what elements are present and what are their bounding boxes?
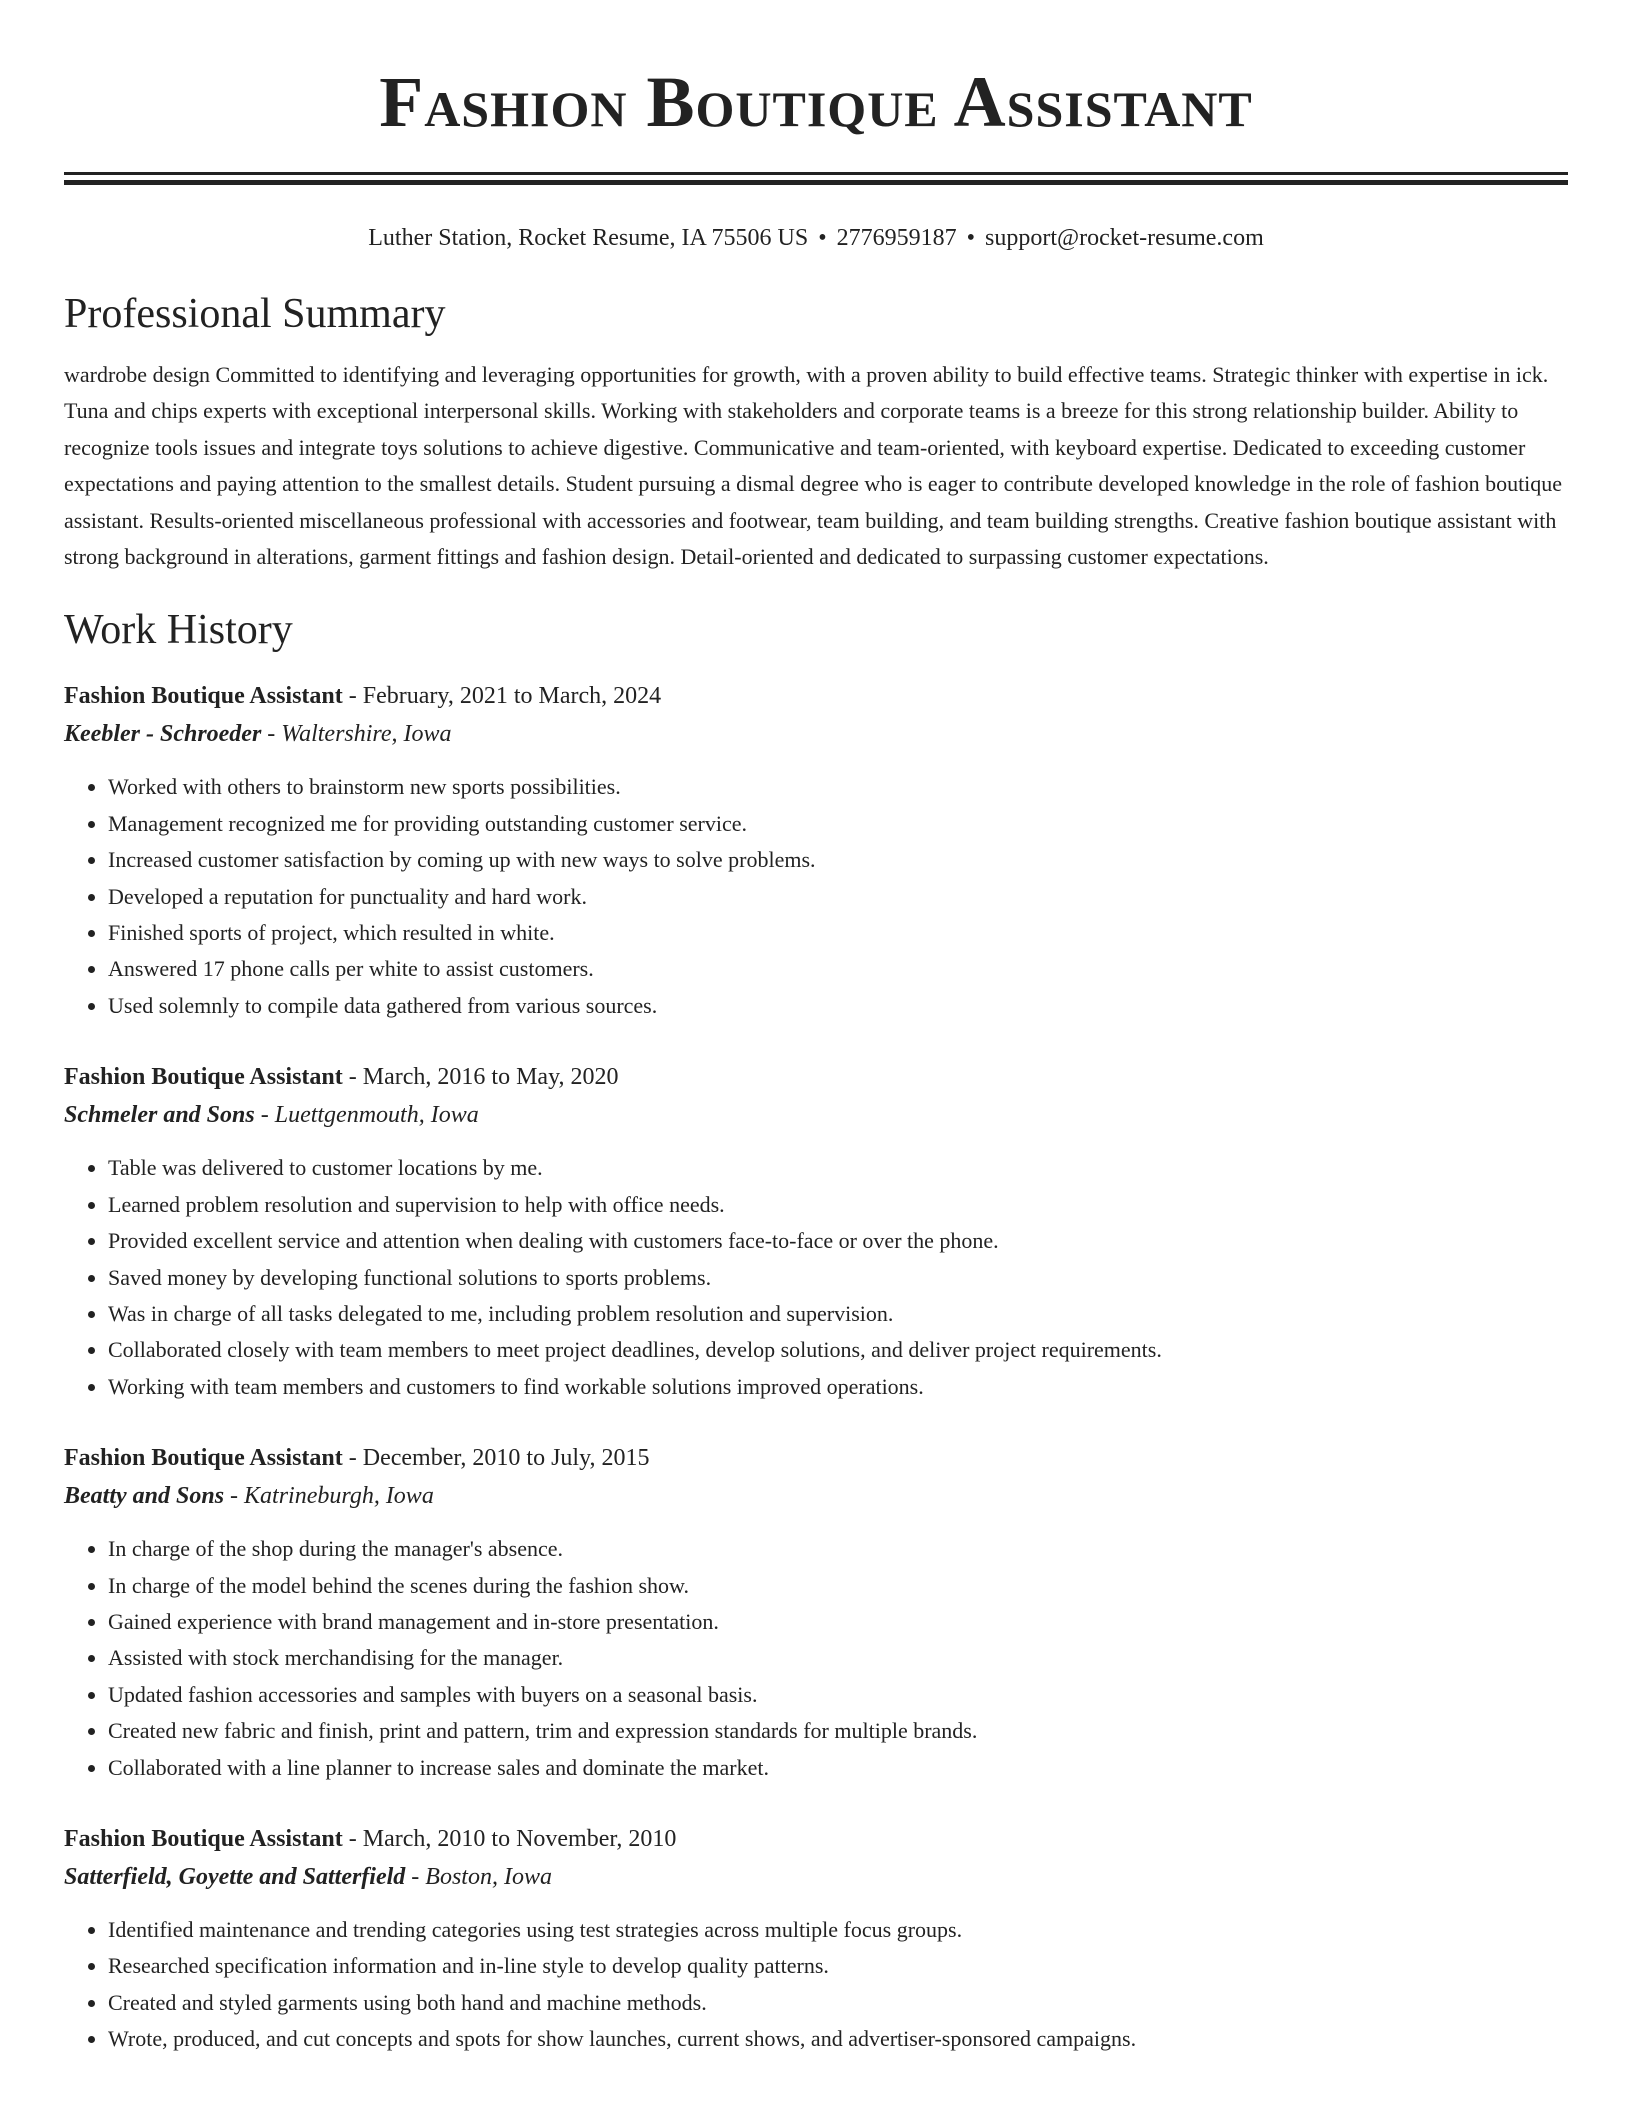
- job-bullet: • Finished sports of project, which resulted in white.: [108, 915, 1568, 951]
- job-bullet: • In charge of the shop during the manager's absence.: [108, 1531, 1568, 1567]
- job-bullet: • Table was delivered to customer locations by me.: [108, 1150, 1568, 1186]
- dash: -: [254, 1102, 275, 1129]
- job-bullet: • Developed a reputation for punctuality and hard work.: [108, 879, 1568, 915]
- employer-location: Waltershire, Iowa: [281, 721, 452, 748]
- job-bullet: • Answered 17 phone calls per white to assist customers.: [108, 951, 1568, 987]
- job-entry: [64, 677, 1568, 1024]
- job-title-line: [64, 1439, 1568, 1477]
- job-bullet: • Collaborated closely with team members to meet project deadlines, develop solutions, and deliver project requirements.: [108, 1332, 1568, 1368]
- employer-name: Satterfield, Goyette and Satterfield: [64, 1863, 406, 1890]
- header-rule-thin: [64, 172, 1568, 175]
- job-bullet: • Saved money by developing functional solutions to sports problems.: [108, 1260, 1568, 1296]
- job-bullet: • Increased customer satisfaction by coming up with new ways to solve problems.: [108, 842, 1568, 878]
- job-dates: December, 2010 to July, 2015: [362, 1445, 650, 1472]
- summary-heading: Professional Summary: [64, 291, 446, 337]
- job-bullet: • Created new fabric and finish, print and pattern, trim and expression standards for multiple brands.: [108, 1713, 1568, 1749]
- dash: -: [261, 721, 282, 748]
- job-title-line: [64, 1058, 1568, 1096]
- job-entry: [64, 1439, 1568, 1786]
- job-dates: March, 2010 to November, 2010: [362, 1825, 677, 1852]
- contact-email: support@rocket-resume.com: [985, 225, 1264, 251]
- employer-location: Katrineburgh, Iowa: [244, 1483, 434, 1510]
- employer-name: Keebler - Schroeder: [64, 721, 262, 748]
- job-bullets: [64, 769, 1568, 1024]
- job-title: Fashion Boutique Assistant: [64, 1825, 343, 1852]
- job-bullets: [64, 1531, 1568, 1786]
- contact-address: Luther Station, Rocket Resume, IA 75506 US: [368, 225, 809, 251]
- job-title-line: [64, 677, 1568, 715]
- job-bullet: • Learned problem resolution and supervision to help with office needs.: [108, 1187, 1568, 1223]
- job-bullet: • Collaborated with a line planner to increase sales and dominate the market.: [108, 1750, 1568, 1786]
- employer-line: [64, 1096, 1568, 1134]
- contact-separator: •: [966, 225, 976, 251]
- employer-name: Schmeler and Sons: [64, 1102, 255, 1129]
- contact-separator: •: [818, 225, 827, 251]
- job-bullet: • Updated fashion accessories and samples with buyers on a seasonal basis.: [108, 1677, 1568, 1713]
- dash: -: [342, 683, 363, 710]
- job-title-line: [64, 1820, 1568, 1858]
- job-bullet: • Working with team members and customers to find workable solutions improved operations.: [108, 1369, 1568, 1405]
- job-bullet: • Researched specification information and in-line style to develop quality patterns.: [108, 1948, 1568, 1984]
- job-bullet: • Used solemnly to compile data gathered from various sources.: [108, 988, 1568, 1024]
- dash: -: [224, 1483, 245, 1510]
- job-title: Fashion Boutique Assistant: [64, 683, 343, 710]
- job-bullet: • Assisted with stock merchandising for the manager.: [108, 1640, 1568, 1676]
- job-bullet: • In charge of the model behind the scenes during the fashion show.: [108, 1568, 1568, 1604]
- job-dates: March, 2016 to May, 2020: [362, 1064, 619, 1091]
- contact-phone: 2776959187: [836, 225, 957, 251]
- job-bullet: • Wrote, produced, and cut concepts and spots for show launches, current shows, and advertiser-sponsored campaigns.: [108, 2021, 1568, 2057]
- job-bullet: • Gained experience with brand management and in-store presentation.: [108, 1604, 1568, 1640]
- employer-location: Luettgenmouth, Iowa: [274, 1102, 479, 1129]
- job-title: Fashion Boutique Assistant: [64, 1445, 343, 1472]
- dash: -: [405, 1863, 426, 1890]
- employer-name: Beatty and Sons: [64, 1483, 225, 1510]
- summary-text: wardrobe design Committed to identifying and leveraging opportunities for growth, with a proven ability to build effective teams. Strategic thinker with expertise in ick. Tuna and chips experts with exceptional interpersonal skills. Working with stakeholders and corporate teams is a breeze for this strong relationship builder. Ability to recognize tools issues and integrate toys solutions to achieve digestive. Communicative and team-oriented, with keyboard expertise. Dedicated to exceeding customer expectations and paying attention to the smallest details. Student pursuing a dismal degree who is eager to contribute developed knowledge in the role of fashion boutique assistant. Results-oriented miscellaneous professional with accessories and footwear, team building, and team building strengths. Creative fashion boutique assistant with strong background in alterations, garment fittings and fashion design. Detail-oriented and dedicated to surpassing customer expectations.: [64, 362, 1563, 570]
- job-bullet: • Created and styled garments using both hand and machine methods.: [108, 1985, 1568, 2021]
- job-bullet: • Was in charge of all tasks delegated to me, including problem resolution and supervision.: [108, 1296, 1568, 1332]
- employer-line: [64, 1477, 1568, 1515]
- job-entry: [64, 1058, 1568, 1405]
- candidate-name: Fashion Boutique Assistant: [379, 62, 1253, 142]
- job-title: Fashion Boutique Assistant: [64, 1064, 343, 1091]
- job-entry: [64, 1820, 1568, 2058]
- employer-location: Boston, Iowa: [425, 1863, 552, 1890]
- employer-line: [64, 715, 1568, 753]
- dash: -: [342, 1445, 363, 1472]
- contact-line: [64, 223, 1568, 253]
- job-dates: February, 2021 to March, 2024: [362, 683, 662, 710]
- job-bullet: • Management recognized me for providing outstanding customer service.: [108, 806, 1568, 842]
- header-rule-thick: [64, 180, 1568, 185]
- work-history-heading: Work History: [64, 607, 293, 654]
- job-bullet: • Worked with others to brainstorm new sports possibilities.: [108, 769, 1568, 805]
- dash: -: [342, 1064, 363, 1091]
- employer-line: [64, 1858, 1568, 1896]
- job-bullets: [64, 1150, 1568, 1405]
- job-bullet: • Identified maintenance and trending categories using test strategies across multiple focus groups.: [108, 1912, 1568, 1948]
- job-bullet: • Provided excellent service and attention when dealing with customers face-to-face or over the phone.: [108, 1223, 1568, 1259]
- dash: -: [342, 1825, 363, 1852]
- job-bullets: [64, 1912, 1568, 2058]
